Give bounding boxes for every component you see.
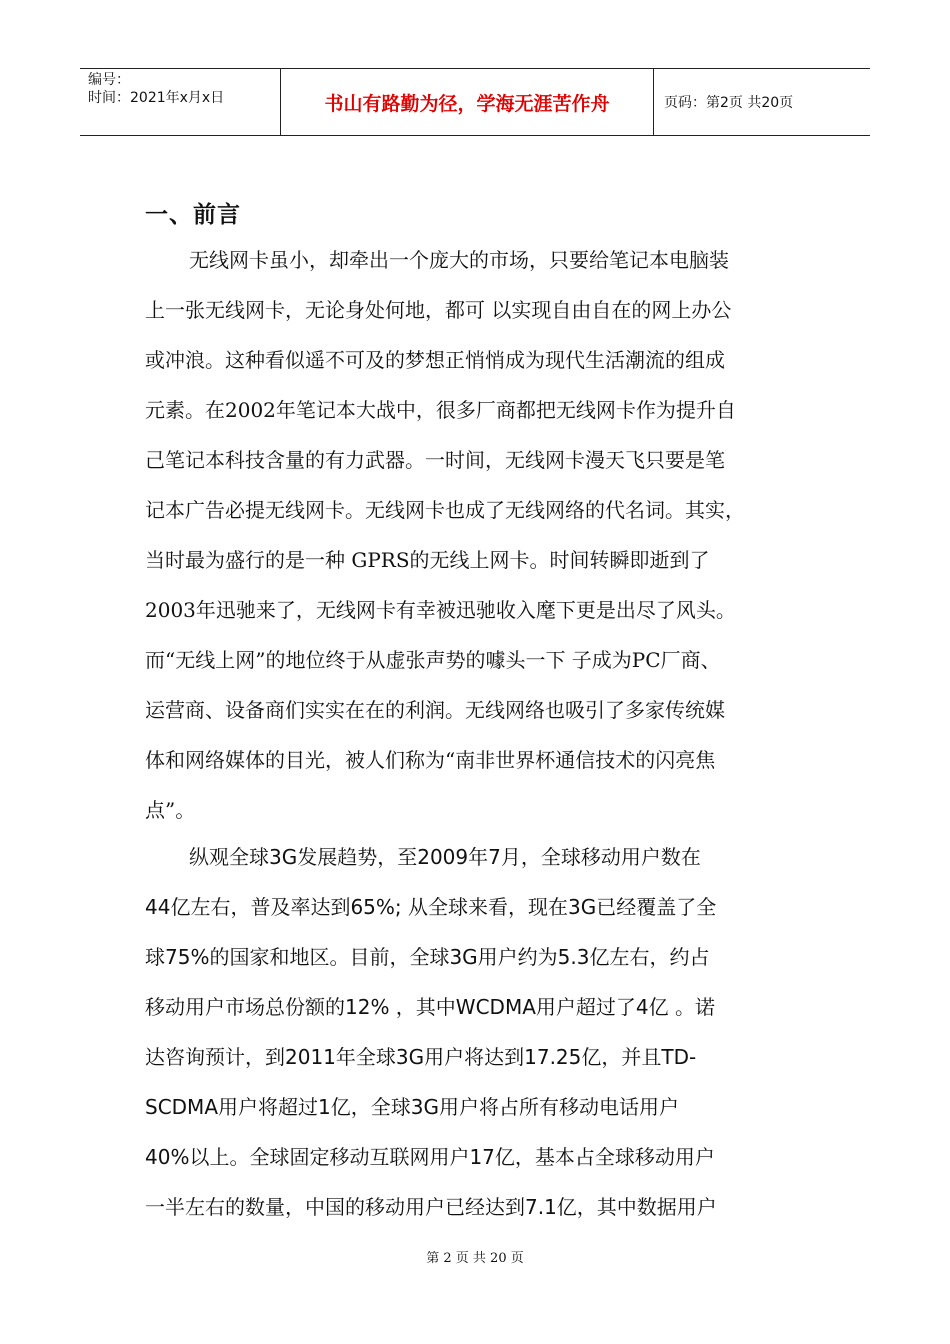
- header-meta: [80, 69, 281, 135]
- paragraph-line: 当时最为盛行的是一种 GPRS的无线上网卡。时间转瞬即逝到了: [145, 548, 710, 572]
- paragraph-line: 无线网卡虽小，却牵出一个庞大的市场，只要给笔记本电脑装: [189, 248, 729, 272]
- paragraph-intro: [145, 235, 825, 835]
- paragraph-line: 体和网络媒体的目光，被人们称为“南非世界杯通信技术的闪亮焦: [145, 748, 716, 772]
- paragraph-line: 己笔记本科技含量的有力武器。一时间，无线网卡漫天飞只要是笔: [145, 448, 725, 472]
- paragraph-line: 或冲浪。这种看似遥不可及的梦想正悄悄成为现代生活潮流的组成: [145, 348, 725, 372]
- document-header: [80, 68, 870, 136]
- header-motto: 书山有路勤为径，学海无涯苦作舟: [281, 69, 654, 135]
- paragraph-line: 纵观全球3G发展趋势，至2009年7月，全球移动用户数在: [189, 845, 701, 869]
- paragraph-3g-trends: [145, 832, 825, 1232]
- section-heading: 一、前言: [145, 202, 241, 228]
- paragraph-line: 44亿左右，普及率达到65%; 从全球来看，现在3G已经覆盖了全: [145, 895, 717, 919]
- page-footer: 第 2 页 共 20 页: [426, 1251, 524, 1266]
- number-label: 编号：: [88, 72, 130, 88]
- paragraph-line: 40%以上。全球固定移动互联网用户17亿，基本占全球移动用户: [145, 1145, 715, 1169]
- header-page-info: 页码：第2页 共20页: [664, 95, 794, 111]
- paragraph-line: 元素。在2002年笔记本大战中，很多厂商都把无线网卡作为提升自: [145, 398, 736, 422]
- paragraph-line: 达咨询预计，到2011年全球3G用户将达到17.25亿，并且TD-: [145, 1045, 697, 1069]
- paragraph-line: 而“无线上网”的地位终于从虚张声势的噱头一下 子成为PC厂商、: [145, 648, 721, 672]
- paragraph-line: 2003年迅驰来了，无线网卡有幸被迅驰收入麾下更是出尽了风头。: [145, 598, 736, 622]
- paragraph-line: SCDMA用户将超过1亿，全球3G用户将占所有移动电话用户: [145, 1095, 679, 1119]
- paragraph-line: 移动用户市场总份额的12% ，其中WCDMA用户超过了4亿 。诺: [145, 995, 715, 1019]
- paragraph-line: 一半左右的数量，中国的移动用户已经达到7.1亿，其中数据用户: [145, 1195, 717, 1219]
- paragraph-line: 点”。: [145, 798, 196, 822]
- paragraph-line: 上一张无线网卡，无论身处何地，都可 以实现自由自在的网上办公: [145, 298, 732, 322]
- paragraph-line: 球75%的国家和地区。目前，全球3G用户约为5.3亿左右，约占: [145, 945, 710, 969]
- paragraph-line: 运营商、设备商们实实在在的利润。无线网络也吸引了多家传统媒: [145, 698, 725, 722]
- date-label: 时间：2021年x月x日: [88, 90, 225, 106]
- paragraph-line: 记本广告必提无线网卡。无线网卡也成了无线网络的代名词。其实，: [145, 498, 745, 522]
